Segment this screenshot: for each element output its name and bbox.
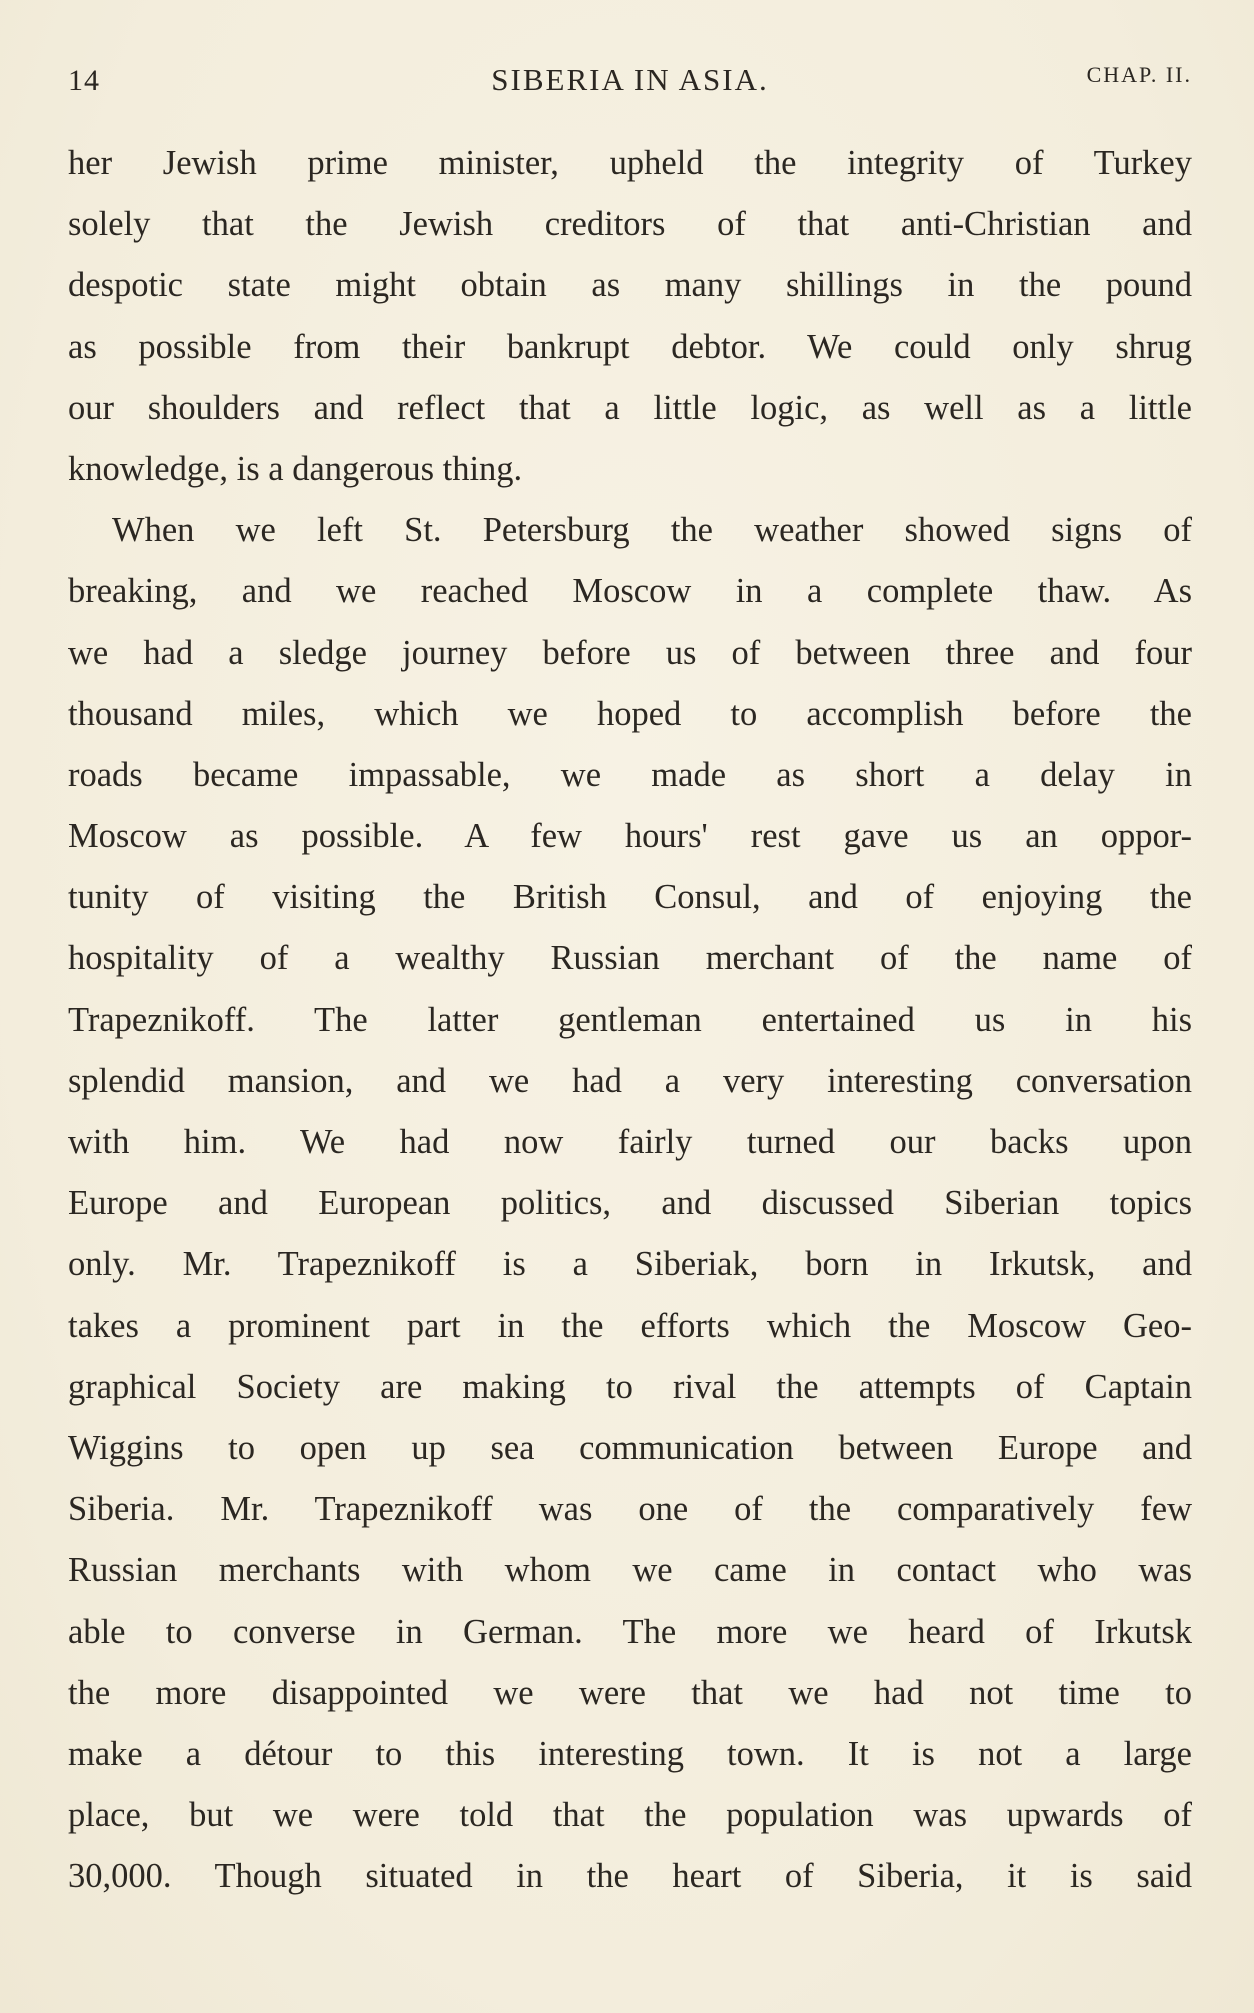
text-line: place, but we were told that the population was upwards of [68,1796,1192,1835]
text-line: solely that the Jewish creditors of that anti-Christian and [68,205,1192,244]
text-line: the more disappointed we were that we had not time to [68,1673,1192,1712]
text-line: breaking, and we reached Moscow in a complete thaw. As [68,572,1192,611]
page-number: 14 [68,64,100,97]
text-line: Siberia. Mr. Trapeznikoff was one of the comparatively few [68,1490,1192,1529]
running-head [68,58,1192,98]
text-line: splendid mansion, and we had a very interesting conversation [68,1061,1192,1100]
text-line: roads became impassable, we made as short a delay in [68,755,1192,794]
text-line: knowledge, is a dangerous thing. [68,449,523,488]
text-line: thousand miles, which we hoped to accomplish before the [68,694,1192,733]
text-line: 30,000. Though situated in the heart of Siberia, it is said [68,1857,1192,1896]
text-line: Moscow as possible. A few hours' rest gave us an oppor- [68,817,1192,856]
text-line: only. Mr. Trapeznikoff is a Siberiak, born in Irkutsk, and [68,1245,1192,1284]
text-line: her Jewish prime minister, upheld the integrity of Turkey [68,144,1192,182]
text-line: able to converse in German. The more we heard of Irkutsk [68,1612,1192,1651]
paragraph-start-line: When we left St. Petersburg the weather showed signs of [112,511,1192,550]
body-text [68,133,1192,1907]
text-line: graphical Society are making to rival the attempts of Captain [68,1367,1192,1406]
text-line: despotic state might obtain as many shillings in the pound [68,266,1192,305]
text-line: Europe and European politics, and discussed Siberian topics [68,1184,1192,1223]
chapter-reference: CHAP. II. [1086,62,1192,87]
text-line: our shoulders and reflect that a little logic, as well as a little [68,388,1192,427]
text-line: we had a sledge journey before us of between three and four [68,633,1192,672]
text-line: with him. We had now fairly turned our backs upon [68,1123,1192,1161]
text-line: hospitality of a wealthy Russian merchant of the name of [68,939,1192,978]
text-line: make a détour to this interesting town. It is not a large [68,1734,1192,1773]
running-title: SIBERIA IN ASIA. [491,62,769,97]
text-line: Russian merchants with whom we came in contact who was [68,1551,1192,1590]
text-line: tunity of visiting the British Consul, and of enjoying the [68,878,1192,917]
text-line: Trapeznikoff. The latter gentleman entertained us in his [68,1000,1192,1039]
text-line: as possible from their bankrupt debtor. We could only shrug [68,327,1192,366]
text-line: takes a prominent part in the efforts which the Moscow Geo- [68,1306,1192,1345]
text-line: Wiggins to open up sea communication between Europe and [68,1428,1192,1467]
